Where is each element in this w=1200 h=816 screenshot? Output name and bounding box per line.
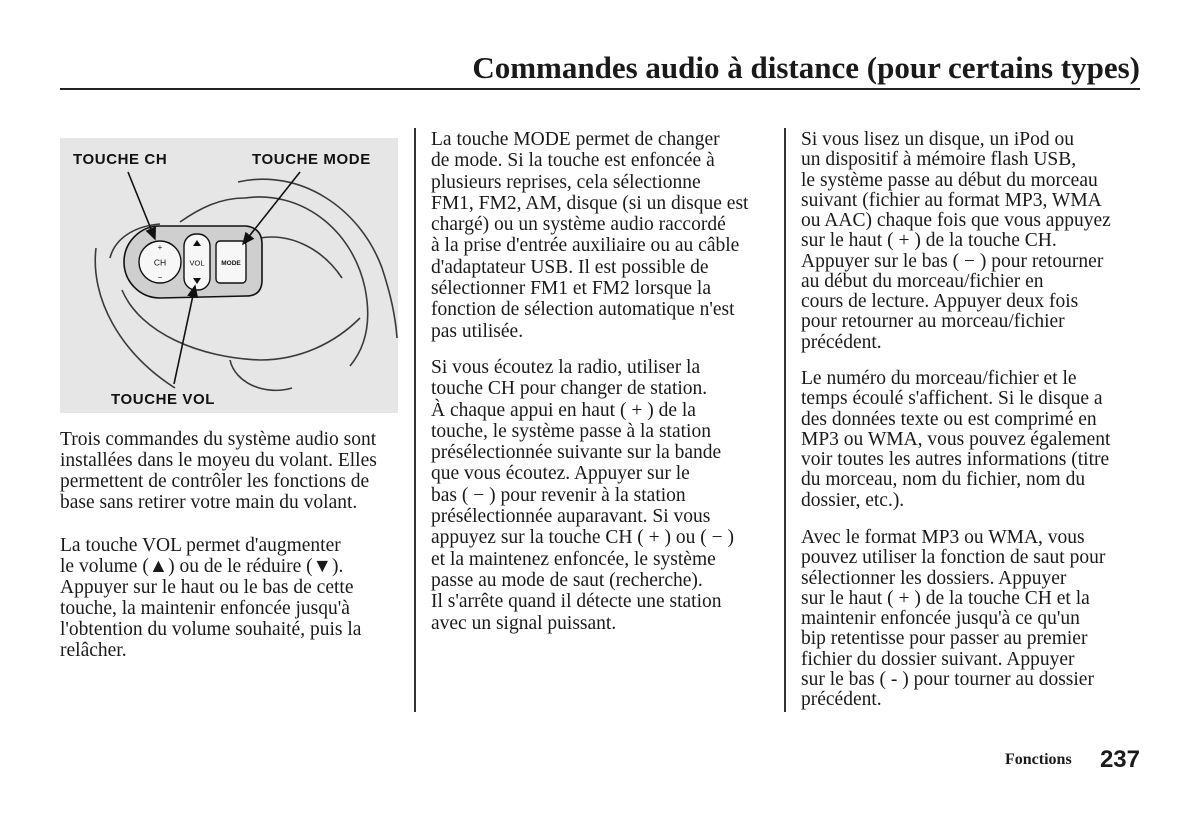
ch-callout-arrow (128, 172, 155, 239)
wheel-hub-bottom (230, 360, 292, 390)
column-divider-left (414, 128, 416, 712)
mode-button[interactable] (216, 241, 246, 283)
wheel-spoke-lower (122, 290, 360, 360)
wheel-spoke-right (260, 237, 342, 278)
vol-callout-arrow (174, 286, 195, 384)
audio-controls-figure (60, 138, 398, 413)
steering-wheel-illustration (60, 138, 398, 413)
label-touche-ch: TOUCHE CH (73, 151, 168, 168)
paragraph-disc: Si vous lisez un disque, un iPod ou un dispositif à mémoire flash USB, le système passe au début du morceau suivant (fichier au format MP3, WMA ou AAC) chaque fois que vous appuyez sur le haut ( + ) de la touche CH. Appuyer sur le bas ( − ) pour retourner au début du morceau/fichier en cours de lecture. Appuyer deux fois pour retourner au morceau/fichier précédent. (801, 129, 1111, 353)
vol-button-label: VOL (189, 258, 205, 268)
paragraph-radio: Si vous écoutez la radio, utiliser la touche CH pour changer de station. À chaque appui en haut ( + ) de la touche, le système passe à la station présélectionnée suivante sur la bande que vous écoutez. Appuyer sur le bas ( − ) pour revenir à la station présélectionnée auparavant. Si vous appuyez sur la touche CH ( + ) ou ( − ) et la maintenez enfoncée, le système passe au mode de saut (recherche). Il s'arrête quand il détecte une station avec un signal puissant. (431, 357, 735, 634)
ch-plus-mark: + (157, 243, 163, 252)
paragraph-display: Le numéro du morceau/fichier et le temps écoulé s'affichent. Si le disque a des données texte ou est comprimé en MP3 ou WMA, vous pouvez également voir toutes les autres informations (titre du morceau, nom du fichier, nom du dossier, etc.). (801, 368, 1111, 511)
ch-button[interactable] (139, 241, 181, 283)
page-number: 237 (1099, 746, 1140, 773)
title-rule (60, 88, 1140, 90)
paragraph-mode: La touche MODE permet de changer de mode. Si la touche est enfoncée à plusieurs reprises, cela sélectionne FM1, FM2, AM, disque (si un disque est chargé) ou un système audio raccordé à la prise d'entrée auxiliaire ou au câble d'adaptateur USB. Il est possible de sélectionner FM1 et FM2 lorsque la fonction de sélection automatique n'est pas utilisée. (431, 129, 749, 342)
wheel-rim-inner (245, 197, 368, 366)
mode-button-label: MODE (221, 260, 241, 267)
ch-minus-mark: − (157, 273, 163, 282)
vol-button[interactable] (184, 234, 210, 290)
label-touche-vol: TOUCHE VOL (111, 391, 216, 408)
wheel-spoke-upper (180, 198, 245, 222)
ch-button-label: CH (153, 257, 167, 268)
paragraph-folders: Avec le format MP3 ou WMA, vous pouvez utiliser la fonction de saut pour sélectionner les dossiers. Appuyer sur le haut ( + ) de la touche CH et la maintenir enfoncée jusqu'à ce qu'un bip retentisse pour passer au premier fichier du dossier suivant. Appuyer sur le bas ( - ) pour tourner au dossier précédent. (801, 527, 1106, 710)
paragraph-intro: Trois commandes du système audio sont installées dans le moyeu du volant. Elles permettent de contrôler les fonctions de base sans retirer votre main du volant. (60, 429, 377, 513)
column-divider-right (784, 128, 786, 712)
page-title: Commandes audio à distance (pour certains types) (472, 50, 1140, 85)
label-touche-mode: TOUCHE MODE (252, 151, 371, 168)
footer-section-name: Fonctions (1005, 751, 1072, 768)
paragraph-vol: La touche VOL permet d'augmenter le volume (▲) ou de le réduire (▼). Appuyer sur le haut ou le bas de cette touche, la maintenir enfoncée jusqu'à l'obtention du volume souhaité, puis la relâcher. (60, 535, 362, 661)
mode-callout-arrow (243, 172, 300, 244)
